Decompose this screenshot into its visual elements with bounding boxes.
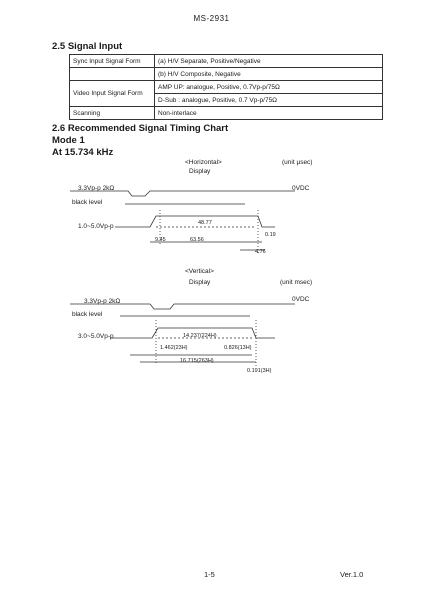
horizontal-waveform	[70, 191, 295, 255]
section-signal-input-title: 2.5 Signal Input	[52, 41, 123, 52]
vertical-front-porch: 0.826(13H)	[224, 345, 252, 351]
vertical-black-level: black level	[72, 311, 103, 318]
horizontal-sync-width: 4.76	[255, 249, 266, 255]
row-label-video: Video Input Signal Form	[70, 81, 155, 107]
vertical-display-time: 14.237(224H)	[183, 333, 217, 339]
frequency-label: At 15.734 kHz	[52, 147, 114, 158]
version-label: Ver.1.0	[340, 570, 364, 579]
horizontal-back-porch: 9.45	[155, 237, 166, 243]
row-value: Non-interlace	[155, 107, 383, 120]
horizontal-title: <Horizontal>	[185, 159, 222, 166]
horizontal-video-trace	[115, 216, 275, 227]
horizontal-black-level: black level	[72, 199, 103, 206]
vertical-unit: (unit msec)	[280, 279, 313, 286]
horizontal-sync-trace	[70, 191, 295, 196]
horizontal-display-time: 48.77	[198, 220, 212, 226]
section-timing-title: 2.6 Recommended Signal Timing Chart	[52, 123, 229, 134]
horizontal-display-label: Display	[189, 168, 211, 175]
vertical-display-label: Display	[189, 279, 211, 286]
vertical-zero-level: 0VDC	[292, 296, 310, 303]
horizontal-period: 63.56	[190, 237, 204, 243]
vertical-title: <Vertical>	[185, 268, 214, 275]
vertical-back-porch: 1.462(23H)	[160, 345, 188, 351]
vertical-sync-width: 0.191(3H)	[247, 368, 272, 374]
horizontal-zero-level: 0VDC	[292, 185, 310, 192]
row-value: D-Sub : analogue, Positive, 0.7 Vp-p/75Ω	[155, 94, 383, 107]
horizontal-sync-level: 3.3Vp-p 2kΩ	[78, 185, 115, 192]
page-number: 1-5	[204, 570, 215, 579]
row-value: (a) H/V Separate, Positive/Negative	[155, 55, 383, 68]
mode-label: Mode 1	[52, 135, 85, 146]
vertical-sync-level: 3.3Vp-p 2kΩ	[84, 298, 121, 305]
row-value: (b) H/V Composite, Negative	[155, 68, 383, 81]
row-label-sync: Sync Input Signal Form	[70, 55, 155, 68]
horizontal-front-porch: 0.19	[265, 232, 276, 238]
vertical-video-level: 3.0~5.0Vp-p	[78, 333, 114, 340]
document-header: MS-2931	[193, 14, 230, 23]
horizontal-unit: (unit μsec)	[282, 159, 313, 166]
vertical-period: 16.715(263H)	[180, 358, 214, 364]
row-label-scanning: Scanning	[70, 107, 155, 120]
horizontal-video-level: 1.0~5.0Vp-p	[78, 223, 114, 230]
row-value: AMP UP: analogue, Positive, 0.7Vp-p/75Ω	[155, 81, 383, 94]
